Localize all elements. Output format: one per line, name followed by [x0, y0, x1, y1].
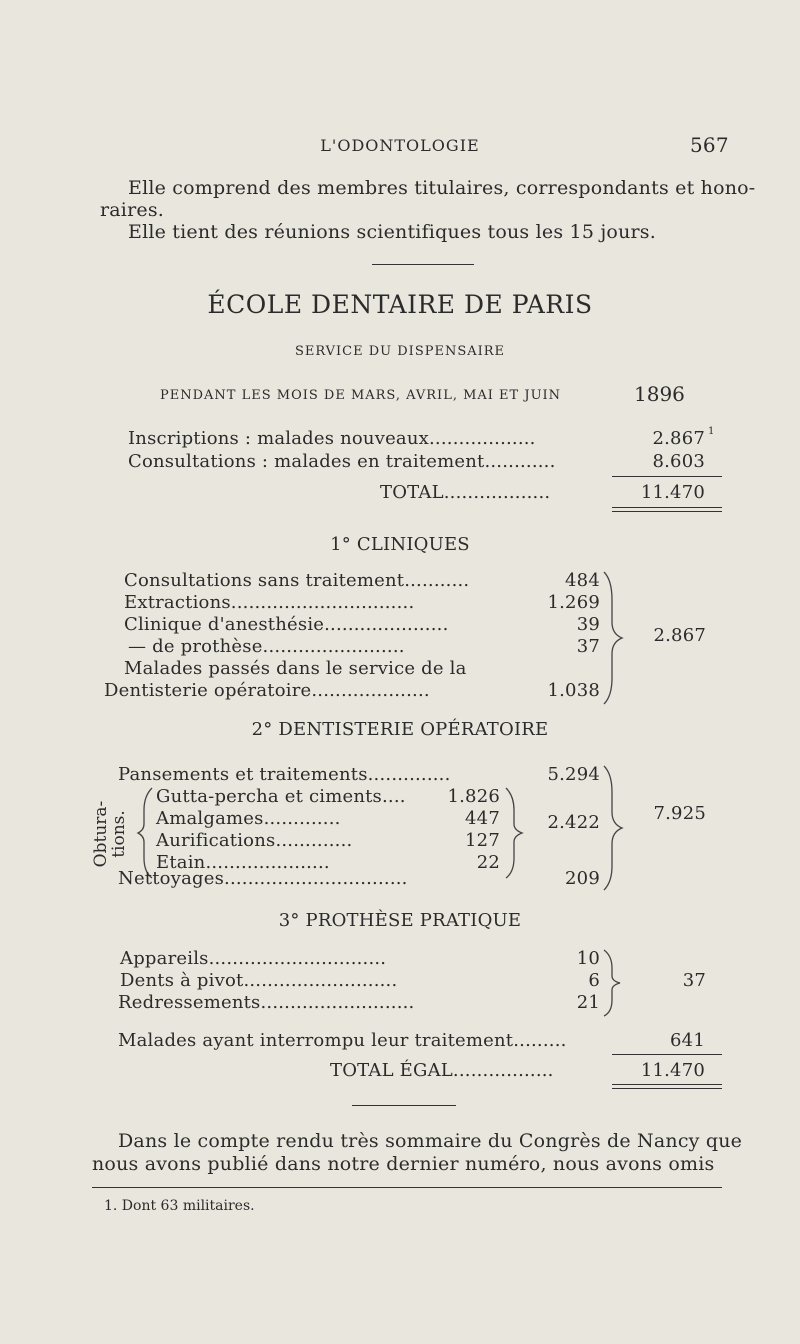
section-heading-cliniques: 1° CLINIQUES	[330, 534, 470, 555]
intro-line-3: Elle tient des réunions scientifiques tous les 15 jours.	[128, 221, 656, 243]
obturation-row-value: 447	[465, 808, 500, 829]
prothese-row-value: 6	[588, 970, 600, 991]
footnote-marker: 1	[708, 426, 715, 437]
grand-total-value: 11.470	[640, 1060, 705, 1081]
prothese-total: 37	[682, 970, 706, 991]
interrupted-label: Malades ayant interrompu leur traitement.........	[118, 1030, 567, 1051]
cliniques-row-value: 37	[576, 636, 600, 657]
grand-total-double-rule-2	[612, 1088, 722, 1089]
cliniques-brace	[600, 570, 630, 706]
cliniques-row-value: 484	[565, 570, 600, 591]
summary-row-value: 2.867	[652, 428, 705, 449]
period-text: PENDANT LES MOIS DE MARS, AVRIL, MAI ET JUIN	[160, 388, 562, 403]
obturation-row-value: 127	[465, 830, 500, 851]
dentisterie-brace	[600, 764, 630, 892]
obturations-left-brace	[136, 786, 156, 880]
cliniques-row-value: 1.269	[547, 592, 600, 613]
section-heading-prothese: 3° PROTHÈSE PRATIQUE	[278, 910, 522, 931]
prothese-row-label: Dents à pivot..........................	[120, 970, 398, 991]
interrupted-value: 641	[670, 1030, 705, 1051]
prothese-row-label: Redressements..........................	[118, 992, 415, 1013]
prothese-brace	[600, 948, 624, 1018]
closing-line-2: nous avons publié dans notre dernier numéro, nous avons omis	[92, 1153, 715, 1175]
cliniques-row-label: Extractions...............................	[124, 592, 415, 613]
obturation-row-label: Aurifications.............	[156, 830, 353, 851]
pansements-value: 5.294	[547, 764, 600, 785]
obturations-total: 2.422	[547, 812, 600, 833]
cliniques-total: 2.867	[653, 625, 706, 646]
period-year: 1896	[634, 382, 685, 406]
obturation-row-label: Amalgames.............	[156, 808, 341, 829]
obturations-side-label: Obtura-tions.	[91, 800, 129, 868]
cliniques-row-label: Consultations sans traitement...........	[124, 570, 470, 591]
nettoyages-label: Nettoyages...............................	[118, 868, 408, 889]
grand-total-rule	[612, 1054, 722, 1055]
page-title: ÉCOLE DENTAIRE DE PARIS	[207, 290, 593, 319]
separator-top	[372, 264, 474, 265]
separator-bottom	[352, 1105, 456, 1106]
cliniques-row-label: Clinique d'anesthésie.....................	[124, 614, 449, 635]
obturation-row-label: Etain.....................	[156, 852, 330, 873]
nettoyages-value: 209	[565, 868, 600, 889]
summary-row-value: 8.603	[652, 451, 705, 472]
summary-rule	[612, 476, 722, 477]
grand-total-double-rule-1	[612, 1084, 722, 1085]
obturation-row-label: Gutta-percha et ciments....	[156, 786, 406, 807]
cliniques-row-label: Malades passés dans le service de la	[124, 658, 467, 679]
grand-total-label: TOTAL ÉGAL.................	[330, 1060, 554, 1081]
page-number: 567	[690, 133, 729, 157]
footnote-rule	[92, 1187, 722, 1188]
cliniques-row-value: 1.038	[547, 680, 600, 701]
summary-double-rule-1	[612, 507, 722, 508]
summary-total-value: 11.470	[640, 482, 705, 503]
cliniques-row-label: — de prothèse........................	[128, 636, 405, 657]
intro-line-1: Elle comprend des membres titulaires, correspondants et hono-	[128, 177, 756, 199]
cliniques-row-label: Dentisterie opératoire....................	[104, 680, 430, 701]
obturation-row-value: 1.826	[447, 786, 500, 807]
pansements-label: Pansements et traitements..............	[118, 764, 451, 785]
summary-row-label: Consultations : malades en traitement............	[128, 451, 556, 472]
summary-total-label: TOTAL..................	[380, 482, 551, 503]
intro-line-2: raires.	[100, 199, 165, 221]
prothese-row-label: Appareils..............................	[120, 948, 387, 969]
running-title: L'ODONTOLOGIE	[320, 136, 480, 155]
closing-line-1: Dans le compte rendu très sommaire du Congrès de Nancy que	[118, 1130, 743, 1152]
cliniques-row-value: 39	[576, 614, 600, 635]
summary-row-label: Inscriptions : malades nouveaux..................	[128, 428, 536, 449]
subtitle: SERVICE DU DISPENSAIRE	[294, 344, 506, 359]
footnote: 1. Dont 63 militaires.	[104, 1198, 255, 1214]
dentisterie-total: 7.925	[653, 803, 706, 824]
section-heading-dentisterie: 2° DENTISTERIE OPÉRATOIRE	[251, 719, 549, 740]
prothese-row-value: 10	[576, 948, 600, 969]
obturations-right-brace	[502, 786, 526, 880]
summary-double-rule-2	[612, 511, 722, 512]
obturation-row-value: 22	[476, 852, 500, 873]
prothese-row-value: 21	[576, 992, 600, 1013]
